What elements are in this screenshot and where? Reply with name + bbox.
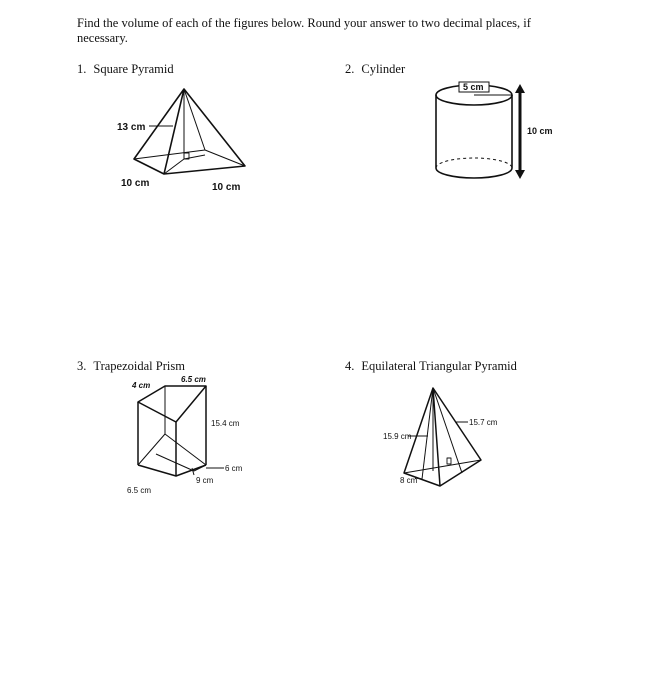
prism-height-label: 15.4 cm — [211, 419, 240, 428]
prism-slant-label: 6 cm — [225, 464, 243, 473]
square-pyramid-figure — [105, 80, 265, 200]
problem-3-name: Trapezoidal Prism — [93, 359, 185, 373]
trapezoidal-prism-figure — [120, 372, 260, 502]
pyramid-side-b-label: 10 cm — [212, 182, 241, 193]
problem-2-name: Cylinder — [361, 62, 406, 76]
problem-3-number: 3. — [77, 359, 87, 373]
prism-top-side-label: 4 cm — [132, 381, 151, 390]
problem-4-name: Equilateral Triangular Pyramid — [361, 359, 517, 373]
problem-1-title — [77, 62, 174, 77]
problem-1-number: 1. — [77, 62, 87, 76]
prism-bottom-base-label: 9 cm — [196, 476, 214, 485]
cylinder-figure — [430, 78, 570, 198]
problem-4-title — [345, 359, 517, 374]
problem-4-number: 4. — [345, 359, 355, 373]
cylinder-diameter-label: 5 cm — [463, 82, 484, 92]
tri-pyramid-height-label: 15.9 cm — [383, 432, 412, 441]
tri-pyramid-slant-label: 15.7 cm — [469, 418, 498, 427]
problem-2-number: 2. — [345, 62, 355, 76]
problem-2-title — [345, 62, 405, 77]
tri-pyramid-base-label: 8 cm — [400, 476, 418, 485]
prism-top-base-label: 6.5 cm — [181, 375, 206, 384]
instructions: Find the volume of each of the figures below. Round your answer to two decimal places, if necessary. — [77, 16, 531, 45]
prism-left-side-label: 6.5 cm — [127, 486, 152, 495]
problem-1-name: Square Pyramid — [93, 62, 174, 76]
triangular-pyramid-figure — [380, 378, 520, 498]
cylinder-height-label: 10 cm — [527, 126, 553, 136]
pyramid-side-a-label: 10 cm — [121, 178, 150, 189]
pyramid-height-label: 13 cm — [117, 122, 146, 133]
